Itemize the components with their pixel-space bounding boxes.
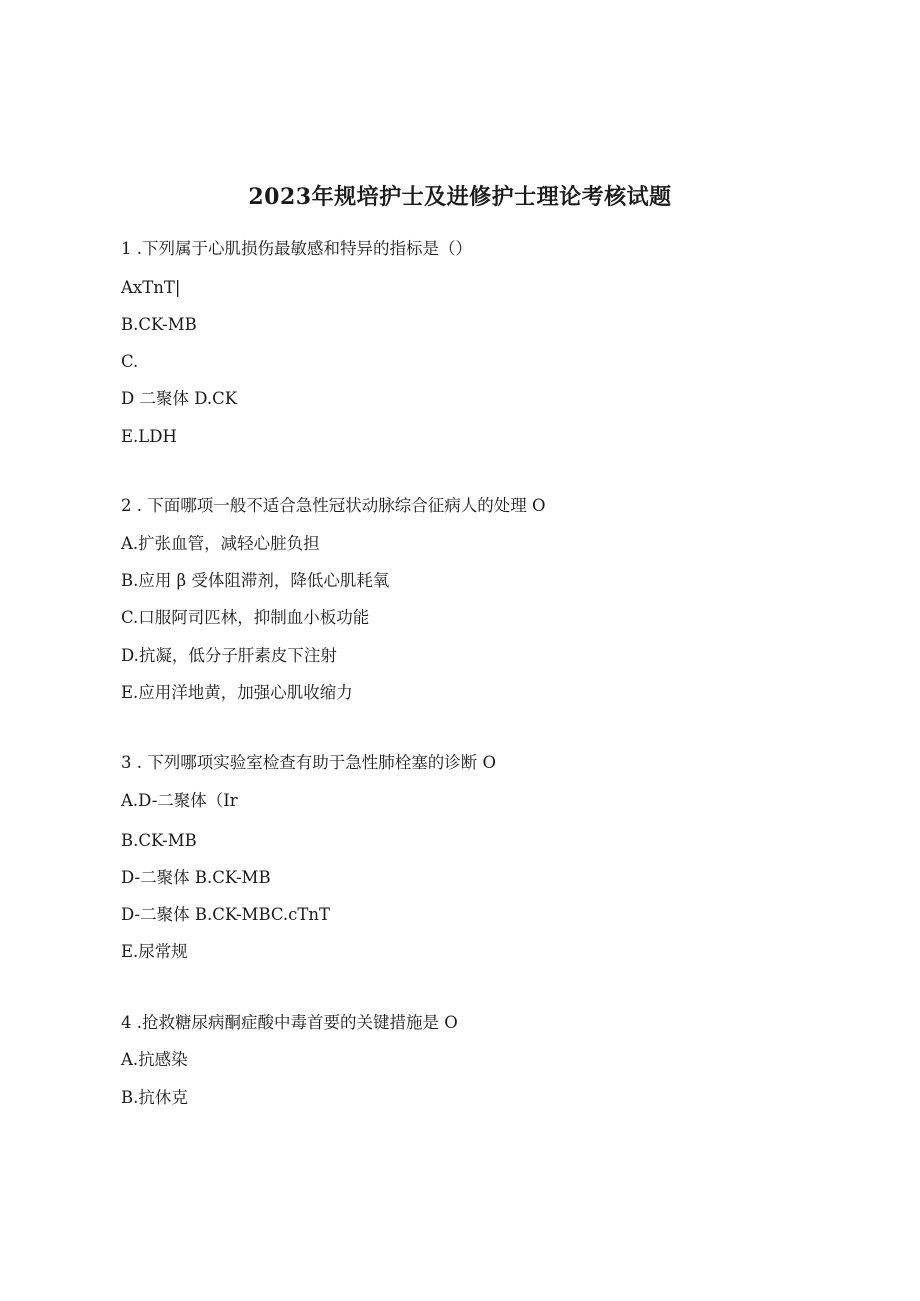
question-3-option-e: E.尿常规 (121, 942, 188, 961)
question-4-stem: 4 .抢救糖尿病酮症酸中毒首要的关键措施是 O (121, 1013, 458, 1032)
question-2-option-c: C.口服阿司匹林，抑制血小板功能 (121, 608, 370, 627)
question-1-stem: 1 .下列属于心肌损伤最敏感和特异的指标是（） (121, 239, 472, 258)
question-3-option-b: B.CK-MB (121, 831, 197, 850)
question-2-stem: 2 . 下面哪项一般不适合急性冠状动脉综合征病人的处理 O (121, 496, 546, 515)
question-1-option-d: D 二聚体 D.CK (121, 389, 238, 408)
question-2-option-a: A.扩张血管，减轻心脏负担 (121, 534, 320, 553)
question-1-option-e: E.LDH (121, 427, 177, 446)
question-2-option-e: E.应用洋地黄，加强心肌收缩力 (121, 683, 353, 702)
question-1-option-c: C. (121, 352, 139, 371)
question-3-option-a: A.D-二聚体（Ir (121, 791, 238, 810)
question-3-option-d: D-二聚体 B.CK-MBC.cTnT (121, 905, 331, 924)
question-1-option-b: B.CK-MB (121, 315, 197, 334)
question-4-option-a: A.抗感染 (121, 1050, 188, 1069)
document-title: 2023年规培护士及进修护士理论考核试题 (248, 183, 672, 210)
question-3-option-c: D-二聚体 B.CK-MB (121, 868, 271, 887)
question-3-stem: 3 . 下列哪项实验室检查有助于急性肺栓塞的诊断 O (121, 753, 497, 772)
question-4-option-b: B.抗休克 (121, 1088, 188, 1107)
question-2-option-d: D.抗凝，低分子肝素皮下注射 (121, 646, 337, 665)
question-1-option-a: AxTnT| (121, 278, 181, 297)
question-2-option-b: B.应用 β 受体阻滞剂，降低心肌耗氧 (121, 571, 390, 590)
